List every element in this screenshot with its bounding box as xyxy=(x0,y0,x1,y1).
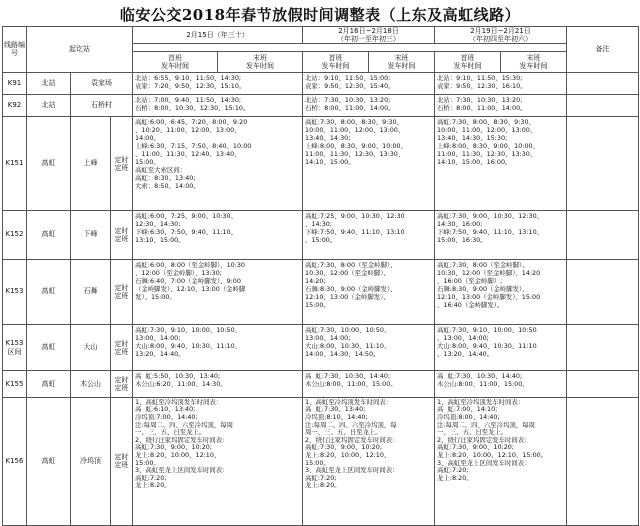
route-from: 高虹 xyxy=(27,117,71,210)
header-first-bus: 首班 发车时间 xyxy=(303,52,369,72)
header-period-1: 2月15日（年三十） xyxy=(133,27,303,44)
schedule-table xyxy=(2,26,639,526)
period-2-times: 高虹:7:30、8:00（至金岭脚）、 10:30、12:00（至金岭脚）、 14:20; 石舞:8:30、9:00（金岭脚发）、 12:10、13:00（金岭脚发）、 15:00。 xyxy=(303,259,435,324)
route-to: 石舞 xyxy=(71,259,111,324)
route-no: K152 xyxy=(3,210,27,259)
table-row xyxy=(3,117,639,210)
period-2-times: 北站：7:30、10:30、13:20; 石桥：8:00、11:00、14:00。 xyxy=(303,95,435,117)
route-to: 袁家场 xyxy=(71,72,133,94)
header-last-bus: 末班 发车时间 xyxy=(501,52,567,72)
period-3-times: 北站：9:10、11:50、15:30; 袁家：9:50、12:30、16:10。 xyxy=(435,72,567,94)
period-1-times: 高虹:7:30、9:10、10:00、10:50、 13:00、14:00; 大山:8:00、9:40、10:30、11:10、 13:20、14:40。 xyxy=(133,324,303,371)
period-1-times: 高虹:6:00、6:45、7:20、8:00、9:20 、10:20、11:00、12:00、13:00、 14:00。 上峰:6:30、7:15、7:50、8:40、10:00 、11:00、11:30、12:40、13:40、 15:00。 高虹至大索区间： 高虹：8:30、13:40; 大索：8:50、14:00。 xyxy=(133,117,303,210)
route-from: 高虹 xyxy=(27,397,71,525)
table-row xyxy=(3,72,639,94)
route-to: 上峰 xyxy=(71,117,111,210)
period-1-times: 1、高虹至冷坞顶发车时间表： 高 虹:6:10、13:40; 冷坞顶:7:00、14:40; 注:每周二、四、六至冷坞顶，每周 一、三、五、日至龙上。 2、绕行汪家坞固定发车时间表： 高虹:7:30、9:00、10:20; 龙上:8:20、10:00、12:10、 15:00。 3、高虹至龙上区间发车时间表： 高虹:7:20; 龙上:8:20。 xyxy=(133,397,303,525)
period-1-times: 高 虹:5:50、10:30、13:40; 木公山:6:20、11:00、14:30。 xyxy=(133,371,303,397)
period-3-times: 高虹:7:30、9:10、10:00、10:50 、13:00、14:00; 大山:8:00、9:40、10:30、11:10 、13:20、14:40。 xyxy=(435,324,567,371)
header-period-2: 2月16日~2月18日 （年初一至年初三） xyxy=(303,27,435,44)
period-1-times: 高虹:6:00、8:00（至金岭脚）、10:30 、12:00（至金岭脚）、13:30; 石舞:6:40、7:00（金岭脚发）、9:00 （金岭脚发）、12:10、13:00（金岭脚 发）、15:00。 xyxy=(133,259,303,324)
table-row xyxy=(3,95,639,117)
route-to: 冷坞顶 xyxy=(71,397,111,525)
header-period-3: 2月19日~2月21日 （年初四至年初六） xyxy=(435,27,567,44)
route-from: 高虹 xyxy=(27,259,71,324)
header-last-bus: 末班 发车时间 xyxy=(369,52,435,72)
period-3-times: 高虹:7:30、8:00（至金岭脚）、 10:30、12:00（至金岭脚）、14:20 、16:00（至金岭脚）; 石舞:8:30、9:00（金岭脚发）、 12:10、13:00（金岭脚发）、15:00 、16:40（金岭脚发）。 xyxy=(435,259,567,324)
table-row xyxy=(3,324,639,371)
remarks-cell xyxy=(567,210,639,259)
schedule-mode: 定时 定班 xyxy=(111,210,133,259)
route-from: 高虹 xyxy=(27,210,71,259)
remarks-cell xyxy=(567,259,639,324)
period-3-times: 高 虹:7:30、10:30、14:40; 木公山:8:00、11:00、15:00。 xyxy=(435,371,567,397)
route-no: K156 xyxy=(3,397,27,525)
header-route-no: 线路编号 xyxy=(3,27,27,73)
route-from: 北站 xyxy=(27,95,71,117)
remarks-cell xyxy=(567,324,639,371)
table-row xyxy=(3,210,639,259)
period-2-times: 高 虹:7:30、10:30、14:40; 木公山:8:00、11:00、15:00。 xyxy=(303,371,435,397)
route-no: K92 xyxy=(3,95,27,117)
schedule-mode: 定时 定班 xyxy=(111,371,133,397)
period-1-times: 北站：7:00、9:40、11:50、14:30; 石桥：8:00、10:30、12:30、15:10。 xyxy=(133,95,303,117)
header-terminals: 起讫站 xyxy=(27,27,133,73)
period-3-times: 高虹:7:30、9:00、10:30、12:30、 14:30、16:00; 下峰:7:50、9:40、11:10、13:10、 15:00、16:30。 xyxy=(435,210,567,259)
header-first-bus: 首班 发车时间 xyxy=(133,52,218,72)
route-no: K153 区间 xyxy=(3,324,27,371)
schedule-mode: 定时 定班 xyxy=(111,117,133,210)
table-row xyxy=(3,397,639,525)
header-row-1 xyxy=(3,27,639,44)
table-row xyxy=(3,259,639,324)
period-3-times: 1、高虹至冷坞顶发车时间表： 高 虹:7:00、14:10; 冷坞顶:8:00、14:40; 注:每周二、四、六至冷坞顶，每周 一、三、五、日至龙上。 2、绕行汪家坞固定发车时间表： 高虹:7:30、9:00、10:20; 龙上:8:20、10:00、12:10、15:00。 3、高虹至龙上区间发车时间表： 高虹:7:20; 龙上:8:20。 xyxy=(435,397,567,525)
table-row xyxy=(3,371,639,397)
schedule-mode: 定时 定班 xyxy=(111,259,133,324)
period-2-times: 高虹:7:30、10:00、10:50、 13:00、14:00; 大山:8:00、10:30、11:10、 14:00、14:30、14:50。 xyxy=(303,324,435,371)
route-no: K91 xyxy=(3,72,27,94)
route-to: 大山 xyxy=(71,324,111,371)
period-2-times: 高虹:7:30、8:00、8:30、9:30、 10:00、11:00、12:00、13:00、 13:40、14:30; 上峰:8:00、8:30、9:00、10:00、 11:00、11:30、12:30、13:30、 14:10、15:00。 xyxy=(303,117,435,210)
route-no: K151 xyxy=(3,117,27,210)
route-to: 石桥村 xyxy=(71,95,133,117)
route-no: K155 xyxy=(3,371,27,397)
header-first-bus: 首班 发车时间 xyxy=(435,52,501,72)
period-1-times: 北站：6:55、9:10、11:50、14:30; 袁家：7:20、9:50、12:30、15:10。 xyxy=(133,72,303,94)
route-to: 木公山 xyxy=(71,371,111,397)
route-no: K153 xyxy=(3,259,27,324)
route-from: 高虹 xyxy=(27,371,71,397)
route-from: 高虹 xyxy=(27,324,71,371)
header-remarks: 备注 xyxy=(567,27,639,73)
period-2-times: 1、高虹至冷坞顶发车时间表： 高 虹:7:30、13:40; 冷坞顶:8:10、14:40; 注:每周二、四、六至冷坞顶，每 周一、三、五、日至龙上。 2、绕行汪家坞固定发车时间表： 高虹:7:30、9:00、10:20; 龙上:8:20、10:00、12:10、 15:00。 3、高虹至龙上区间发车时间表： 高虹:7:20; 龙上:8:20。 xyxy=(303,397,435,525)
remarks-cell xyxy=(567,397,639,525)
remarks-cell xyxy=(567,117,639,210)
header-last-bus: 末班 发车时间 xyxy=(218,52,303,72)
period-3-times: 高虹:7:30、8:00、8:30、9:30、 10:00、11:00、12:00、13:00、 13:40、14:30、15:30; 上峰:8:00、8:30、9:00、10:00、 11:00、11:30、12:30、13:30、 14:10、15:00、16:00。 xyxy=(435,117,567,210)
period-2-times: 北站：9:10、11:50、15:00; 袁家：9:50、12:30、15:40。 xyxy=(303,72,435,94)
period-2-times: 高虹:7:25、9:00、10:30、12:30 、14:30; 下峰:7:50、9:40、11:10、13:10 、15:00。 xyxy=(303,210,435,259)
remarks-cell xyxy=(567,95,639,117)
route-to: 下峰 xyxy=(71,210,111,259)
schedule-mode: 定时 定班 xyxy=(111,397,133,525)
remarks-cell xyxy=(567,72,639,94)
remarks-cell xyxy=(567,371,639,397)
period-3-times: 北站：7:30、10:30、13:20; 石桥：8:00、11:00、14:00。 xyxy=(435,95,567,117)
schedule-mode: 定时 定班 xyxy=(111,324,133,371)
period-1-times: 高虹:6:00、7:25、9:00、10:30、 12:30、14:30; 下峰:6:30、7:50、9:40、11:10、 13:10、15:00。 xyxy=(133,210,303,259)
route-from: 北站 xyxy=(27,72,71,94)
page-title: 临安公交2018年春节放假时间调整表（上东及高虹线路） xyxy=(119,6,521,24)
